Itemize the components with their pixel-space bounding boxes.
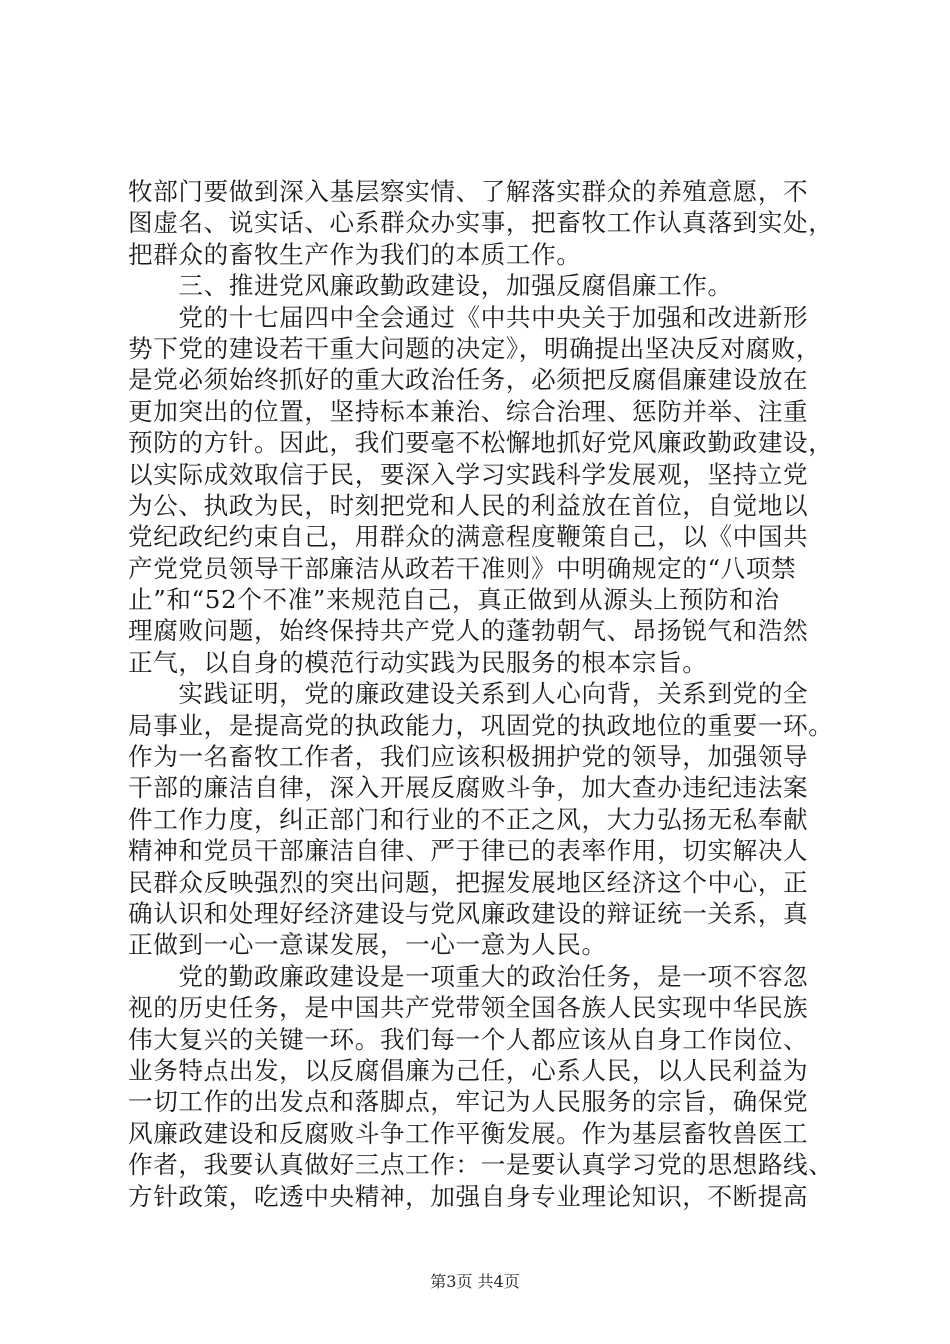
text-line: 图虚名、说实话、心系群众办实事，把畜牧工作认真落到实处， [128, 208, 834, 238]
text-line: 干部的廉洁自律，深入开展反腐败斗争，加大查办违纪违法案 [128, 773, 809, 803]
text-line: 民群众反映强烈的突出问题，把握发展地区经济这个中心，正 [128, 867, 809, 897]
text-line: 业务特点出发，以反腐倡廉为己任，心系人民，以人民利益为 [128, 1055, 809, 1085]
section-heading: 三、推进党风廉政勤政建设，加强反腐倡廉工作。 [128, 271, 733, 301]
text-line: 风廉政建设和反腐败斗争工作平衡发展。作为基层畜牧兽医工 [128, 1118, 809, 1148]
text-line: 一切工作的出发点和落脚点，牢记为人民服务的宗旨，确保党 [128, 1087, 809, 1117]
body-text [128, 176, 834, 1212]
text-line: 势下党的建设若干重大问题的决定》，明确提出坚决反对腐败， [128, 333, 822, 363]
text-line: 实践证明，党的廉政建设关系到人心向背，关系到党的全 [128, 679, 809, 709]
text-line: 是党必须始终抓好的重大政治任务，必须把反腐倡廉建设放在 [128, 365, 809, 395]
text-line: 党纪政纪约束自己，用群众的满意程度鞭策自己，以《中国共 [128, 522, 809, 552]
text-line: 正做到一心一意谋发展，一心一意为人民。 [128, 930, 607, 960]
text-line: 牧部门要做到深入基层察实情、了解落实群众的养殖意愿，不 [128, 177, 809, 206]
text-line: 理腐败问题，始终保持共产党人的蓬勃朝气、昂扬锐气和浩然 [128, 616, 809, 646]
text-line: 确认识和处理好经济建设与党风廉政建设的辩证统一关系，真 [128, 898, 809, 928]
text-line: 方针政策，吃透中央精神，加强自身专业理论知识，不断提高 [128, 1181, 809, 1211]
text-line: 伟大复兴的关键一环。我们每一个人都应该从自身工作岗位、 [128, 1024, 809, 1054]
text-line: 为公、执政为民，时刻把党和人民的利益放在首位，自觉地以 [128, 490, 809, 520]
text-line: 作者，我要认真做好三点工作：一是要认真学习党的思想路线、 [128, 1150, 834, 1180]
text-line: 视的历史任务，是中国共产党带领全国各族人民实现中华民族 [128, 993, 809, 1023]
text-line: 精神和党员干部廉洁自律、严于律已的表率作用，切实解决人 [128, 836, 809, 866]
text-line: 件工作力度，纠正部门和行业的不正之风，大力弘扬无私奉献 [128, 804, 809, 834]
page-number-footer: 第3页 共4页 [430, 1272, 520, 1291]
text-line: 预防的方针。因此，我们要毫不松懈地抓好党风廉政勤政建设， [128, 428, 834, 458]
text-line: 把群众的畜牧生产作为我们的本质工作。 [128, 239, 582, 269]
text-line: 党的十七届四中全会通过《中共中央关于加强和改进新形 [128, 302, 809, 332]
text-line: 以实际成效取信于民，要深入学习实践科学发展观，坚持立党 [128, 459, 809, 489]
text-line: 产党党员领导干部廉洁从政若干准则》中明确规定的“八项禁 [128, 553, 797, 583]
text-line: 正气，以自身的模范行动实践为民服务的根本宗旨。 [128, 647, 708, 677]
text-line: 作为一名畜牧工作者，我们应该积极拥护党的领导，加强领导 [128, 742, 809, 772]
text-line: 更加突出的位置，坚持标本兼治、综合治理、惩防并举、注重 [128, 396, 809, 426]
text-line: 止”和“52个不准”来规范自己，真正做到从源头上预防和治 [128, 585, 780, 615]
text-line: 局事业，是提高党的执政能力，巩固党的执政地位的重要一环。 [128, 710, 834, 740]
text-line: 党的勤政廉政建设是一项重大的政治任务，是一项不容忽 [128, 961, 809, 991]
